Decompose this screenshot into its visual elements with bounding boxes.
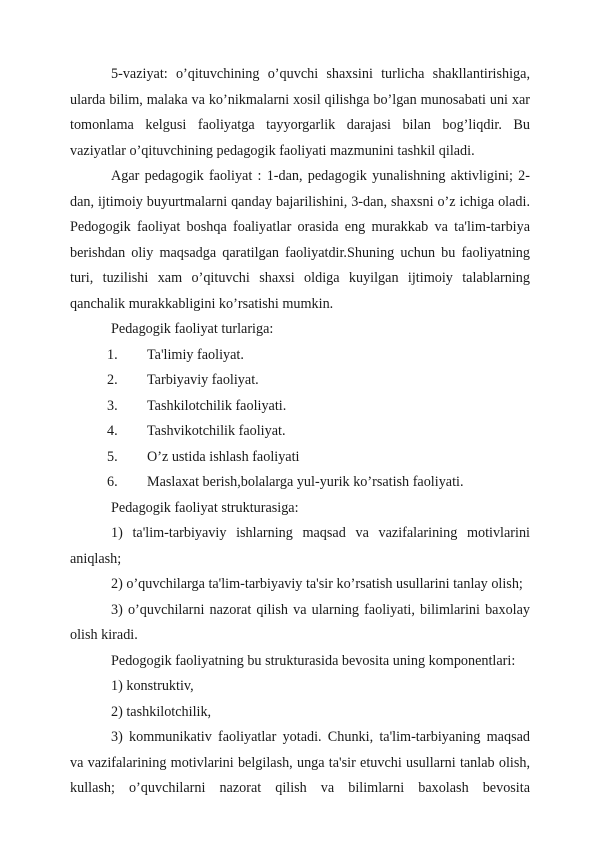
list-item: 5. O’z ustida ishlash faoliyati: [107, 448, 300, 465]
types-heading: Pedagogik faoliyat turlariga:: [111, 321, 274, 337]
list-item: 1. Ta'limiy faoliyat.: [107, 346, 244, 363]
list-item: 1) konstruktiv,: [111, 678, 194, 694]
list-item: 1) ta'lim-tarbiyaviy ishlarning maqsad va vazifalarining motivlarini aniqlash;: [70, 525, 530, 567]
structure-list: [70, 521, 530, 649]
list-item: 2. Tarbiyaviy faoliyat.: [107, 372, 259, 388]
paragraph-pedagogical-activity: Agar pedagogik faoliyat : 1-dan, pedagogik yunalishning aktivligini; 2-dan, ijtimoiy buyurtmalarni qanday bajarilishini, 3-dan, shaxsni o’z ichiga oladi. Pedogogik faoliyat boshqa foaliyatlar orasida eng murakkab va ta'lim-tarbiya berishdan oliy maqsadga qaratilgan faoliyatdir.Shuning uchun bu faoliyatning turi, tuzilishi xam o’qituvchi shaxsi oldiga kuyilgan ijtimoiy talablarning qanchalik murakkabligini ko’rsatishi mumkin.: [70, 168, 530, 312]
list-item: 3. Tashkilotchilik faoliyati.: [107, 397, 287, 414]
components-intro: Pedogogik faoliyatning bu strukturasida bevosita uning komponentlari:: [111, 652, 516, 669]
list-item: 2) o’quvchilarga ta'lim-tarbiyaviy ta'sir ko’rsatish usullarini tanlay olish;: [111, 576, 523, 592]
paragraph-situation-5: 5-vaziyat: o’qituvchining o’quvchi shaxsini turlicha shakllantirishiga, ularda bilim, malaka va ko’nikmalarni xosil qilishga bo’lgan munosabati uni xar tomonlama kelgusi faoliyatga tayyorgarlik darajasi bilan bog’liqdir. Bu vaziyatlar o’qituvchining pedagogik faoliyati mazmunini tashkil qiladi.: [70, 66, 530, 159]
list-item: 6. Maslaxat berish,bolalarga yul-yurik ko’rsatish faoliyati.: [107, 474, 464, 490]
types-list: [70, 343, 530, 496]
structure-heading: Pedagogik faoliyat strukturasiga:: [111, 499, 299, 516]
list-item: 4. Tashvikotchilik faoliyat.: [107, 423, 286, 439]
list-item: 3) o’quvchilarni nazorat qilish va ularning faoliyati, bilimlarini baxolay olish kiradi.: [70, 601, 530, 643]
list-item: 2) tashkilotchilik,: [111, 703, 212, 720]
paragraph-final: 3) kommunikativ faoliyatlar yotadi. Chunki, ta'lim-tarbiyaning maqsad va vazifalarining motivlarini belgilash, unga ta'sir etuvchi usullarni tanlab olish, kullash; o’quvchilarni nazorat qilish va bilimlarni baxolash bevosita: [70, 729, 530, 796]
components-list: [70, 674, 530, 725]
